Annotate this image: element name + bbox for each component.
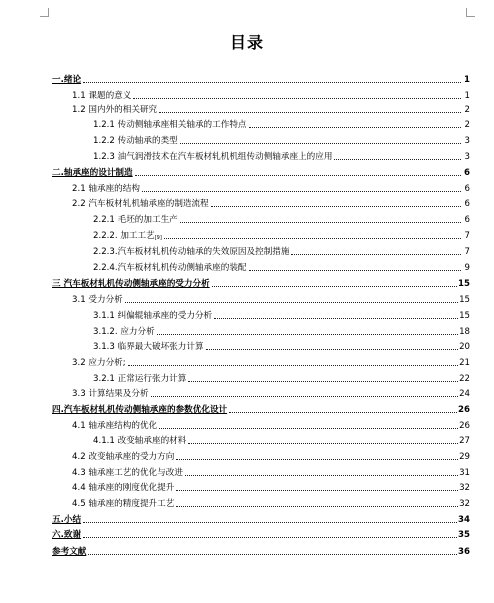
toc-entry-page-number: 22 bbox=[459, 374, 470, 384]
toc-entry-page-number: 26 bbox=[459, 421, 470, 431]
toc-entry[interactable] bbox=[93, 227, 470, 241]
toc-entry[interactable] bbox=[93, 338, 470, 352]
toc-entry[interactable] bbox=[93, 243, 470, 257]
toc-leader-dots bbox=[151, 395, 459, 397]
toc-entry-label: 3.1.2. 应力分析 bbox=[93, 327, 155, 337]
toc-entry-page-number: 20 bbox=[459, 342, 470, 352]
toc-entry-label: 3.1 受力分析 bbox=[72, 295, 123, 305]
toc-entry-label: 3.3 计算结果及分析 bbox=[72, 389, 149, 399]
toc-leader-dots bbox=[164, 237, 461, 239]
toc-entry-label: 4.5 轴承座的精度提升工艺 bbox=[72, 499, 175, 509]
toc-entry-page-number: 1 bbox=[464, 75, 470, 85]
toc-entry-label: 3.1.3 临界最大破坏张力计算 bbox=[93, 342, 204, 352]
toc-leader-dots bbox=[188, 442, 458, 444]
toc-entry[interactable] bbox=[93, 148, 470, 162]
toc-entry-page-number: 34 bbox=[458, 515, 470, 525]
toc-leader-dots bbox=[83, 81, 461, 83]
toc-entry-page-number: 6 bbox=[464, 184, 470, 194]
toc-leader-dots bbox=[128, 364, 458, 366]
toc-entry-label: 4.1 轴承座结构的优化 bbox=[72, 421, 158, 431]
toc-leader-dots bbox=[185, 474, 458, 476]
toc-leader-dots bbox=[83, 536, 457, 538]
toc-leader-dots bbox=[88, 553, 457, 555]
toc-entry-page-number: 6 bbox=[464, 199, 470, 209]
toc-entry[interactable] bbox=[52, 511, 470, 525]
toc-entry[interactable] bbox=[72, 291, 470, 305]
toc-entry-label: 1.2.3 油气润滑技术在汽车板材轧机机组传动侧轴承座上的应用 bbox=[93, 152, 333, 162]
toc-entry[interactable] bbox=[72, 195, 470, 209]
toc-entry[interactable] bbox=[72, 417, 470, 431]
page-corner-mark-right bbox=[466, 8, 475, 17]
toc-entry-label: 2.2.3.汽车板材轧机传动轴承的失效原因及控制措施 bbox=[93, 247, 290, 257]
page-corner-mark-left bbox=[40, 8, 49, 17]
toc-entry[interactable] bbox=[93, 259, 470, 273]
toc-leader-dots bbox=[176, 458, 458, 460]
toc-entry-page-number: 9 bbox=[464, 263, 470, 273]
toc-entry[interactable] bbox=[93, 370, 470, 384]
toc-entry-page-number: 3 bbox=[464, 136, 470, 146]
toc-entry-label: 1.2 国内外的相关研究 bbox=[72, 105, 158, 115]
toc-entry-label: 3.1.1 纠偏辊轴承座的受力分析 bbox=[93, 311, 213, 321]
toc-entry-citation: [9] bbox=[154, 235, 162, 241]
toc-entry-page-number: 32 bbox=[459, 483, 470, 493]
toc-leader-dots bbox=[249, 126, 461, 128]
toc-entry-page-number: 31 bbox=[459, 468, 470, 478]
toc-leader-dots bbox=[211, 205, 461, 207]
toc-entry[interactable] bbox=[93, 323, 470, 337]
toc-entry-page-number: 2 bbox=[464, 105, 470, 115]
toc-entry-page-number: 2 bbox=[464, 120, 470, 130]
toc-entry-page-number: 6 bbox=[464, 168, 470, 178]
toc-entry-label: 一.绪论 bbox=[52, 75, 82, 85]
toc-leader-dots bbox=[214, 317, 458, 319]
toc-leader-dots bbox=[159, 111, 461, 113]
toc-entry-label: 二.轴承座的设计制造 bbox=[52, 168, 133, 178]
toc-entry-page-number: 27 bbox=[459, 436, 470, 446]
toc-leader-dots bbox=[176, 489, 458, 491]
toc-leader-dots bbox=[180, 221, 461, 223]
toc-entry-label: 1.2.1 传动侧轴承座相关轴承的工作特点 bbox=[93, 120, 247, 130]
toc-entry-label: 2.2.2. 加工工艺 bbox=[93, 231, 155, 241]
toc-entry-page-number: 18 bbox=[459, 327, 470, 337]
toc-entry[interactable] bbox=[72, 495, 470, 509]
toc-entry[interactable] bbox=[93, 211, 470, 225]
toc-entry[interactable] bbox=[93, 116, 470, 130]
toc-entry-page-number: 15 bbox=[458, 279, 470, 289]
toc-leader-dots bbox=[188, 380, 458, 382]
toc-entry[interactable] bbox=[52, 164, 470, 178]
toc-entry[interactable] bbox=[72, 354, 470, 368]
toc-leader-dots bbox=[334, 158, 461, 160]
toc-entry-label: 1.1 课题的意义 bbox=[72, 91, 132, 101]
toc-entry-page-number: 36 bbox=[458, 547, 470, 557]
toc-entry-label: 3.2 应力分析; bbox=[72, 358, 126, 368]
toc-entry-label: 2.2.1 毛坯的加工生产 bbox=[93, 215, 178, 225]
toc-entry-label: 2.2.4.汽车板材轧机传动侧轴承座的装配 bbox=[93, 263, 247, 273]
toc-leader-dots bbox=[180, 142, 461, 144]
toc-entry[interactable] bbox=[52, 275, 470, 289]
toc-entry-page-number: 21 bbox=[459, 358, 470, 368]
toc-leader-dots bbox=[249, 269, 461, 271]
toc-entry[interactable] bbox=[72, 385, 470, 399]
toc-entry-page-number: 26 bbox=[458, 405, 470, 415]
toc-leader-dots bbox=[135, 174, 461, 176]
toc-entry-label: 六.致谢 bbox=[52, 530, 82, 540]
toc-entry-label: 2.1 轴承座的结构 bbox=[72, 184, 140, 194]
toc-leader-dots bbox=[176, 505, 458, 507]
toc-entry[interactable] bbox=[93, 132, 470, 146]
toc-leader-dots bbox=[229, 411, 457, 413]
toc-leader-dots bbox=[142, 190, 461, 192]
toc-entry-page-number: 15 bbox=[459, 295, 470, 305]
toc-leader-dots bbox=[157, 333, 458, 335]
toc-entry-label: 4.3 轴承座工艺的优化与改进 bbox=[72, 468, 183, 478]
toc-leader-dots bbox=[133, 97, 461, 99]
toc-entry-label: 五.小结 bbox=[52, 515, 82, 525]
toc-entry-label: 参考文献 bbox=[52, 547, 87, 557]
toc-entry-label: 三 汽车板材轧机传动侧轴承座的受力分析 bbox=[52, 279, 210, 289]
toc-entry[interactable] bbox=[93, 307, 470, 321]
toc-entry-label: 4.1.1 改变轴承座的材料 bbox=[93, 436, 187, 446]
toc-title: 目录 bbox=[229, 33, 264, 52]
toc-entry-page-number: 7 bbox=[464, 231, 470, 241]
toc-entry-label: 4.2 改变轴承座的受力方向 bbox=[72, 452, 175, 462]
toc-entry[interactable] bbox=[72, 101, 470, 115]
toc-entry-page-number: 35 bbox=[458, 530, 470, 540]
toc-entry-page-number: 1 bbox=[464, 91, 470, 101]
toc-leader-dots bbox=[125, 301, 458, 303]
toc-entry[interactable] bbox=[52, 526, 470, 540]
toc-leader-dots bbox=[83, 521, 457, 523]
toc-entry[interactable] bbox=[72, 464, 470, 478]
toc-leader-dots bbox=[159, 427, 458, 429]
toc-leader-dots bbox=[206, 348, 459, 350]
toc-entry-label: 2.2 汽车板材轧机轴承座的制造流程 bbox=[72, 199, 209, 209]
toc-leader-dots bbox=[291, 253, 461, 255]
toc-entry[interactable] bbox=[72, 479, 470, 493]
toc-entry[interactable] bbox=[72, 448, 470, 462]
toc-entry-label: 4.4 轴承座的刚度优化提升 bbox=[72, 483, 175, 493]
toc-entry-page-number: 29 bbox=[459, 452, 470, 462]
toc-leader-dots bbox=[212, 285, 457, 287]
toc-entry-label: 3.2.1 正常运行张力计算 bbox=[93, 374, 187, 384]
toc-entry-page-number: 3 bbox=[464, 152, 470, 162]
toc-entry-page-number: 32 bbox=[459, 499, 470, 509]
toc-entry[interactable] bbox=[52, 401, 470, 415]
toc-entry-page-number: 15 bbox=[459, 311, 470, 321]
toc-entry-page-number: 6 bbox=[464, 215, 470, 225]
toc-entry[interactable] bbox=[72, 180, 470, 194]
toc-entry[interactable] bbox=[52, 71, 470, 85]
toc-entry-label: 1.2.2 传动轴承的类型 bbox=[93, 136, 178, 146]
toc-entry[interactable] bbox=[52, 543, 470, 557]
toc-entry[interactable] bbox=[93, 432, 470, 446]
toc-entry[interactable] bbox=[72, 87, 470, 101]
toc-entry-page-number: 24 bbox=[459, 389, 470, 399]
toc-entry-page-number: 7 bbox=[464, 247, 470, 257]
toc-entry-label: 四.汽车板材轧机传动侧轴承座的参数优化设计 bbox=[52, 405, 228, 415]
